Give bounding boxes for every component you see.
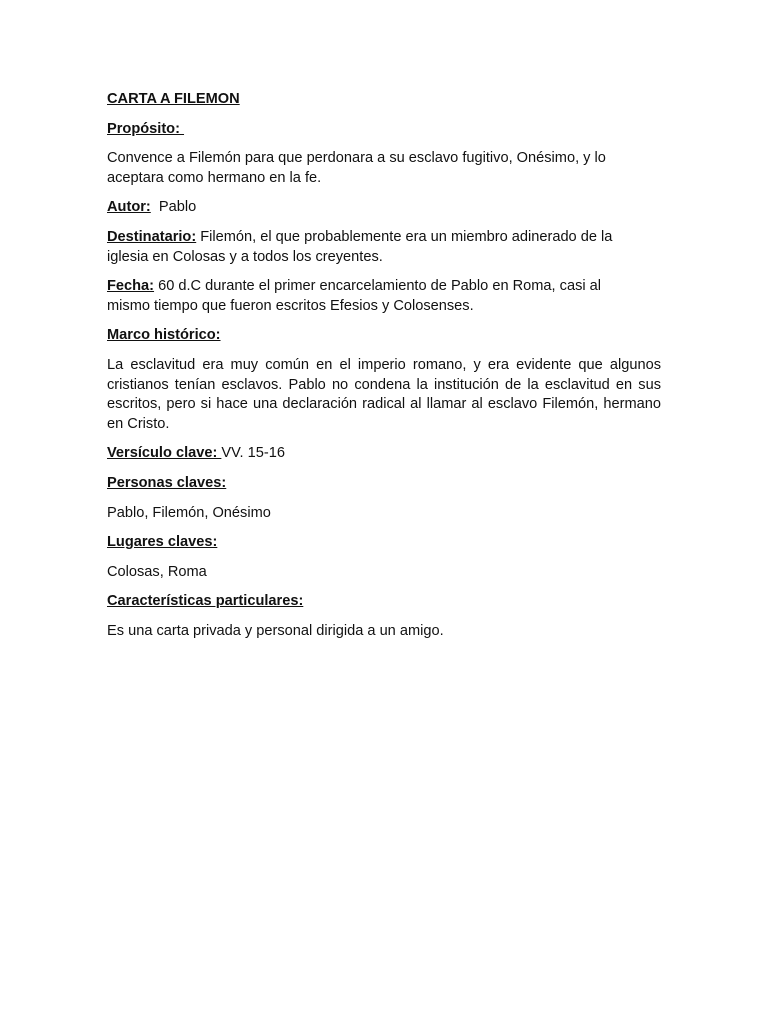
versiculo-label: Versículo clave: — [107, 445, 222, 462]
caracteristicas-heading: Características particulares: — [107, 593, 304, 610]
lugares-text: Colosas, Roma — [107, 563, 207, 580]
proposito-text: Convence a Filemón para que perdonara a su esclavo fugitivo, Onésimo, y lo aceptara como hermano en la fe. — [107, 150, 606, 186]
destinatario-label: Destinatario: — [107, 228, 197, 245]
versiculo-value: VV. 15-16 — [221, 445, 285, 462]
marco-heading: Marco histórico: — [107, 327, 221, 344]
caracteristicas-text: Es una carta privada y personal dirigida a un amigo. — [107, 622, 444, 639]
autor-line — [107, 198, 661, 218]
personas-heading: Personas claves: — [107, 474, 227, 491]
document-page — [107, 90, 661, 651]
autor-label: Autor: — [107, 199, 151, 216]
versiculo-line — [107, 444, 661, 464]
fecha-line — [107, 277, 627, 316]
fecha-label: Fecha: — [107, 278, 155, 295]
lugares-heading: Lugares claves: — [107, 534, 218, 551]
fecha-value: 60 d.C durante el primer encarcelamiento de Pablo en Roma, casi al mismo tiempo que fueron escritos Efesios y Colosenses. — [107, 278, 602, 314]
marco-text: La esclavitud era muy común en el imperio romano, y era evidente que algunos cristianos tenían esclavos. Pablo no condena la institución de la esclavitud en sus escritos, pero si hace una declaración radical al llamar al esclavo Filemón, hermano en Cristo. — [107, 356, 661, 432]
destinatario-value: Filemón, el que probablemente era un miembro adinerado de la iglesia en Colosas y a todos los creyentes. — [107, 228, 613, 265]
personas-text: Pablo, Filemón, Onésimo — [107, 504, 271, 521]
destinatario-line — [107, 228, 637, 267]
proposito-heading: Propósito: — [107, 120, 185, 137]
autor-value: Pablo — [150, 199, 197, 216]
document-title: CARTA A FILEMON — [107, 91, 240, 107]
